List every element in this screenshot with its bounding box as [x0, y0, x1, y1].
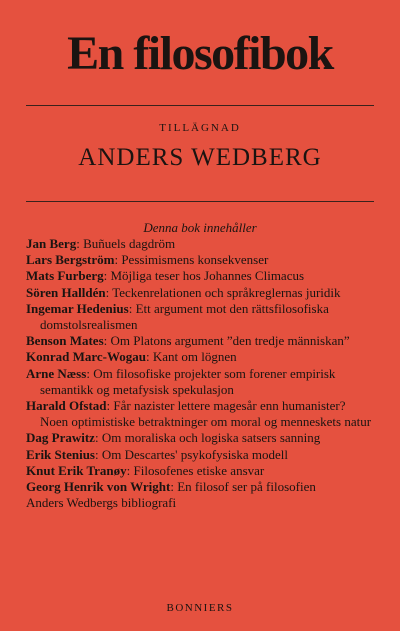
entry-title: Får nazister lettere magesår enn humanister? Noen optimistiske betraktninger om moral og menneskets natur: [40, 398, 372, 430]
entry-author: Konrad Marc-Wogau: [26, 349, 147, 365]
toc-entry: Sören Halldén: Teckenrelationen och språkreglernas juridik: [26, 284, 341, 300]
entry-title: Möjliga teser hos Johannes Climacus: [110, 268, 305, 284]
entry-title: Filosofenes etiske ansvar: [133, 462, 265, 478]
toc-entry: Georg Henrik von Wright: En filosof ser på filosofien: [26, 479, 316, 495]
entry-title: Kant om lögnen: [152, 349, 237, 365]
toc-entry: Lars Bergström: Pessimismens konsekvenser: [26, 252, 269, 268]
book-title: En filosofibok: [67, 27, 333, 80]
entry-author: Georg Henrik von Wright: [26, 479, 171, 495]
entry-title: Teckenrelationen och språkreglernas juridik: [112, 284, 341, 300]
table-of-contents: [26, 236, 376, 511]
entry-author: Sören Halldén: [26, 284, 106, 300]
entry-title: Pessimismens konsekvenser: [121, 252, 269, 268]
entry-title: Om Platons argument ”den tredje människan”: [110, 333, 350, 349]
entry-title: Buñuels dagdröm: [83, 236, 176, 251]
entry-author: Benson Mates: [26, 333, 104, 349]
honoree-name: ANDERS WEDBERG: [78, 144, 322, 171]
entry-author: Ingemar Hedenius: [26, 300, 129, 316]
toc-entry: Benson Mates: Om Platons argument ”den tredje människan”: [26, 333, 350, 349]
entry-author: Erik Stenius: [26, 446, 95, 462]
toc-entry: Ingemar Hedenius: Ett argument mot den rättsfilosofiska domstolsrealismen: [26, 300, 329, 333]
entry-title: Om moraliska och logiska satsers sanning: [101, 430, 321, 446]
toc-entry: Mats Furberg: Möjliga teser hos Johannes Climacus: [26, 268, 305, 284]
toc-entry: Knut Erik Tranøy: Filosofenes etiske ansvar: [26, 462, 265, 478]
entry-title: Ett argument mot den rättsfilosofiska domstolsrealismen: [40, 300, 329, 333]
contents-heading: Denna bok innehåller: [143, 220, 257, 235]
entry-author: Jan Berg: [26, 236, 77, 251]
entry-author: Mats Furberg: [26, 268, 104, 284]
entry-title: En filosof ser på filosofien: [177, 479, 316, 495]
entry-author: Knut Erik Tranøy: [26, 462, 127, 478]
toc-entry: Erik Stenius: Om Descartes' psykofysiska modell: [26, 446, 288, 462]
entry-title: Om Descartes' psykofysiska modell: [101, 446, 288, 462]
bibliography-entry: Anders Wedbergs bibliografi: [26, 495, 177, 511]
dedication-label: TILLÄGNAD: [159, 122, 241, 134]
entry-author: Lars Bergström: [26, 252, 115, 268]
entry-author: Arne Næss: [26, 365, 87, 381]
toc-entry: Harald Ofstad: Får nazister lettere magesår enn humanister? Noen optimistiske betraktninger om moral og menneskets natur: [26, 398, 372, 430]
entry-author: Dag Prawitz: [26, 430, 95, 446]
divider-bottom: [26, 201, 374, 202]
divider-top: [26, 105, 374, 106]
toc-entry: Dag Prawitz: Om moraliska och logiska satsers sanning: [26, 430, 321, 446]
entry-title: Om filosofiske projekter som forener empirisk semantikk og metafysisk spekulasjon: [40, 365, 336, 397]
publisher-name: BONNIERS: [166, 602, 234, 614]
toc-entry: Jan Berg: Buñuels dagdröm: [26, 236, 176, 251]
toc-entry: Konrad Marc-Wogau: Kant om lögnen: [26, 349, 237, 365]
toc-entry: Arne Næss: Om filosofiske projekter som forener empirisk semantikk og metafysisk spekulasjon: [26, 365, 336, 397]
entry-author: Harald Ofstad: [26, 398, 107, 414]
